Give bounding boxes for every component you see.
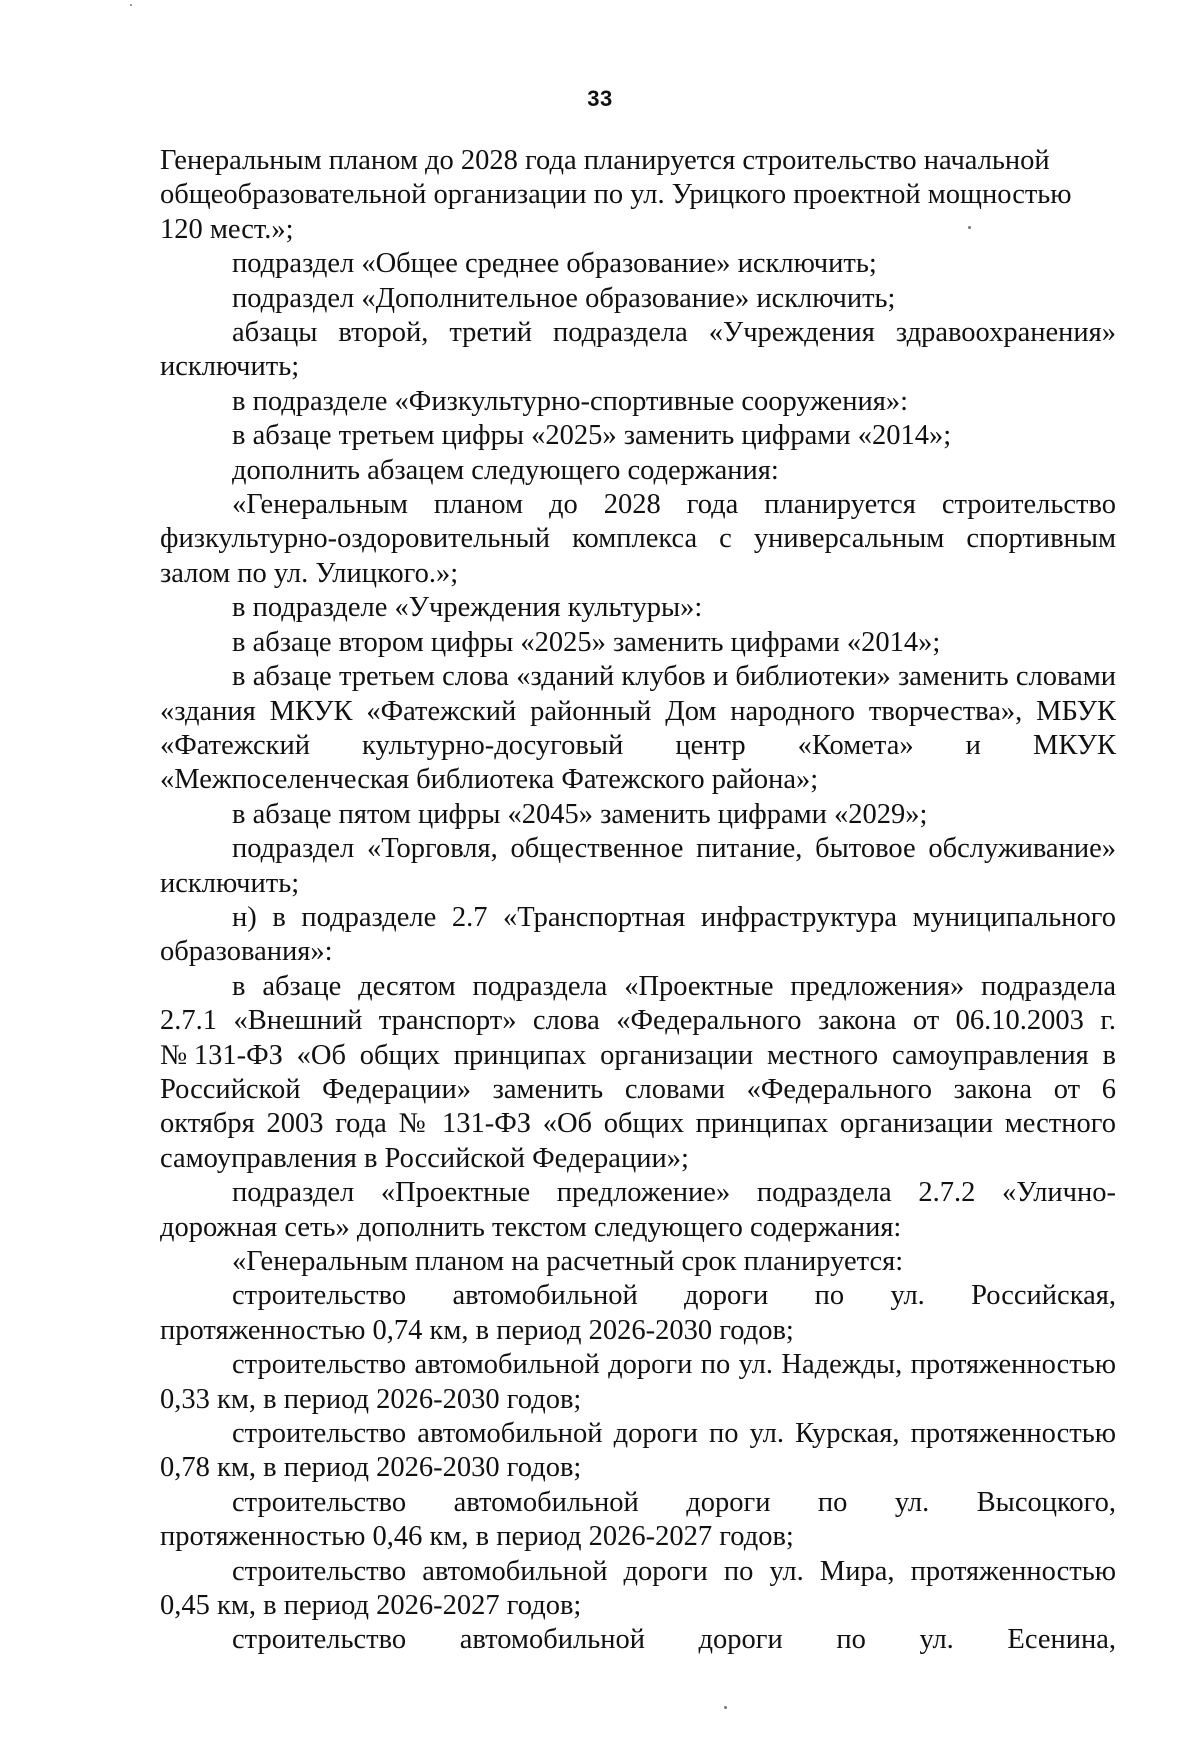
paragraph-23: строительство автомобильной дороги по ул. Есенина, [232,1624,1116,1656]
paragraph-22: строительство автомобильной дороги по ул. Мира, протяженностью 0,45 км, в период 2026-2027 годов; [160,1555,1116,1622]
paragraph-11: в абзаце третьем слова «зданий клубов и библиотеки» заменить словами «здания МКУК «Фатежский районный Дом народного творчества», МБУК «Фатежский культурно-досуговый центр «Комета» и МКУК «Межпоселенческая библиотека Фатежского района»; [160,661,1116,796]
paragraph-8: «Генеральным планом до 2028 года планируется строительство физкультурно-оздоровительный комплекса с универсальным спортивным залом по ул. Улицкого.»; [160,489,1116,589]
scan-speck [130,4,132,6]
paragraph-2: подраздел «Общее среднее образование» исключить; [232,248,877,280]
paragraph-10: в абзаце втором цифры «2025» заменить цифрами «2014»; [232,626,941,658]
paragraph-12: в абзаце пятом цифры «2045» заменить цифрами «2029»; [232,798,928,830]
paragraph-4: абзацы второй, третий подраздела «Учреждения здравоохранения» исключить; [160,317,1116,383]
document-body [160,144,1116,1658]
paragraph-3: подраздел «Дополнительное образование» исключить; [232,282,896,314]
scan-speck [968,226,971,229]
paragraph-7: дополнить абзацем следующего содержания: [232,454,779,486]
paragraph-18: строительство автомобильной дороги по ул. Российская, протяженностью 0,74 км, в период 2026-2030 годов; [160,1280,1116,1346]
paragraph-17: «Генеральным планом на расчетный срок планируется: [232,1246,904,1277]
paragraph-5: в подразделе «Физкультурно-спортивные сооружения»: [232,385,908,417]
paragraph-15: в абзаце десятом подраздела «Проектные предложения» подраздела 2.7.1 «Внешний транспорт» слова «Федерального закона от 06.10.2003 г. №131-ФЗ «Об общих принципах организации местного самоуправления в Российской Федерации» заменить словами «Федерального закона от 6 октября 2003 года № 131-ФЗ «Об общих принципах организации местного самоуправления в Российской Федерации»; [160,970,1116,1174]
paragraph-6: в абзаце третьем цифры «2025» заменить цифрами «2014»; [232,420,952,452]
paragraph-21: строительство автомобильной дороги по ул. Высоцкого, протяженностью 0,46 км, в период 2026-2027 годов; [160,1486,1116,1553]
paragraph-9: в подразделе «Учреждения культуры»: [232,592,703,624]
paragraph-14: н) в подразделе 2.7 «Транспортная инфраструктура муниципального образования»: [160,901,1116,968]
scan-speck [724,1706,727,1709]
paragraph-20: строительство автомобильной дороги по ул. Курская, протяженностью 0,78 км, в период 2026-2030 годов; [160,1418,1116,1484]
paragraph-19: строительство автомобильной дороги по ул. Надежды, протяженностью 0,33 км, в период 2026-2030 годов; [160,1349,1116,1415]
paragraph-1: Генеральным планом до 2028 года планируется строительство начальной общеобразовательной организации по ул. Урицкого проектной мощностью 120 мест.»; [160,145,1072,245]
paragraph-13: подраздел «Торговля, общественное питание, бытовое обслуживание» исключить; [160,833,1116,899]
page-number: 33 [587,86,613,111]
paragraph-16: подраздел «Проектные предложение» подраздела 2.7.2 «Улично-дорожная сеть» дополнить текстом следующего содержания: [160,1177,1116,1243]
